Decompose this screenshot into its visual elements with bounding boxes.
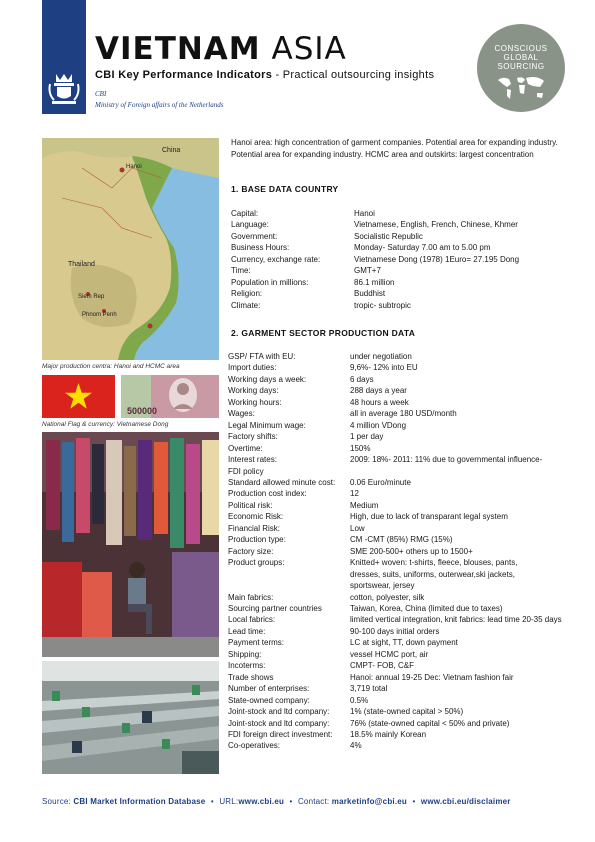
row-label: Working days a week: xyxy=(228,374,307,384)
row-value: 2009: 18%- 2011: 11% due to governmental influence- xyxy=(350,455,543,465)
intro-paragraph: Hanoi area: high concentration of garment companies. Potential area for expanding industry. Potential area for expanding industry. HCMC area and outskirts: largest concentration xyxy=(231,138,558,159)
row-value: cotton, polyester, silk xyxy=(350,592,425,602)
row-label: Joint-stock and ltd company: xyxy=(228,707,330,717)
row-label: Sourcing partner countries xyxy=(228,603,322,613)
table-row xyxy=(228,603,576,614)
footer-disclaimer-link[interactable]: www.cbi.eu/disclaimer xyxy=(420,797,511,806)
row-value: LC at sight, TT, down payment xyxy=(350,638,458,648)
flag-caption: National Flag & currency: Vietnamese Dong xyxy=(42,421,169,428)
row-label: Capital: xyxy=(231,209,259,218)
row-value: CMPT- FOB, C&F xyxy=(350,661,414,671)
textile-market-photo xyxy=(42,432,219,657)
row-value: Medium xyxy=(350,500,379,510)
table-row xyxy=(228,385,576,396)
world-map-icon xyxy=(495,74,547,102)
row-value: Vietnamese, English, French, Chinese, Khmer xyxy=(354,220,518,230)
table-row xyxy=(228,374,576,385)
row-label: Number of enterprises: xyxy=(228,684,310,694)
row-value: vessel HCMC port, air xyxy=(350,649,429,659)
dong-banknote-image xyxy=(121,375,219,418)
vietnam-map-image xyxy=(42,138,219,360)
map-label-hanoi: Hanoi xyxy=(126,164,142,170)
table-row xyxy=(228,672,576,683)
table-row xyxy=(228,569,576,580)
row-label: Co-operatives: xyxy=(228,741,281,751)
row-label: Working hours: xyxy=(228,397,282,407)
production-data-table xyxy=(228,351,576,752)
row-value: sportswear, jersey xyxy=(350,581,415,591)
table-row xyxy=(231,242,576,253)
row-label: FDI foreign direct investment: xyxy=(228,729,333,739)
map-label-phnom-penh: Phnom Penh xyxy=(82,312,117,318)
row-value: 0.06 Euro/minute xyxy=(350,477,411,487)
row-label: Trade shows xyxy=(228,672,274,682)
table-row xyxy=(228,740,576,751)
table-row xyxy=(228,649,576,660)
row-label: State-owned company: xyxy=(228,695,310,705)
row-value: Hanoi xyxy=(354,209,375,218)
row-value: Monday- Saturday 7.00 am to 5.00 pm xyxy=(354,243,491,253)
row-value: Vietnamese Dong (1978) 1Euro= 27.195 Dong xyxy=(354,254,520,264)
table-row xyxy=(231,277,576,288)
row-label: Standard allowed minute cost: xyxy=(228,477,336,487)
table-row xyxy=(228,534,576,545)
row-label: Main fabrics: xyxy=(228,592,274,602)
row-value: tropic- subtropic xyxy=(354,300,411,310)
row-value: 18.5% mainly Korean xyxy=(350,729,427,739)
row-label: Climate: xyxy=(231,300,261,310)
table-row xyxy=(228,466,576,477)
row-value: 150% xyxy=(350,443,371,453)
table-row xyxy=(228,420,576,431)
row-label: Government: xyxy=(231,231,278,241)
table-row xyxy=(231,265,576,276)
footer-contact-link[interactable]: marketinfo@cbi.eu xyxy=(331,797,407,806)
page-subtitle: CBI Key Performance Indicators - Practical outsourcing insights xyxy=(95,69,435,81)
table-row xyxy=(228,660,576,671)
map-label-siem-rep: Siem Rep xyxy=(78,294,105,300)
row-label: Product groups: xyxy=(228,558,285,568)
row-label: Time: xyxy=(231,266,251,276)
table-row xyxy=(228,614,576,625)
org-full: Ministry of Foreign affairs of the Netherlands xyxy=(95,101,224,109)
table-row xyxy=(228,488,576,499)
row-value: under negotiation xyxy=(350,352,412,361)
table-row xyxy=(228,500,576,511)
garment-factory-photo xyxy=(42,661,219,774)
row-value: 48 hours a week xyxy=(350,397,409,407)
row-label: FDI policy xyxy=(228,466,264,476)
row-label: Local fabrics: xyxy=(228,615,276,625)
row-label: Production cost index: xyxy=(228,489,307,499)
row-value: SME 200-500+ others up to 1500+ xyxy=(350,546,473,556)
row-value: CM -CMT (85%) RMG (15%) xyxy=(350,535,453,545)
table-row xyxy=(231,208,576,219)
row-label: Interest rates: xyxy=(228,455,277,465)
row-label: Population in millions: xyxy=(231,277,309,287)
row-value: 4% xyxy=(350,741,362,751)
section-base-data-title: 1. BASE DATA COUNTRY xyxy=(231,184,339,194)
footer-contact-label: Contact: xyxy=(297,797,332,806)
row-label: Currency, exchange rate: xyxy=(231,254,321,264)
row-value: all in average 180 USD/month xyxy=(350,409,457,419)
footer-url-link[interactable]: www.cbi.eu xyxy=(238,797,285,806)
map-caption: Major production centra: Hanoi and HCMC area xyxy=(42,363,180,370)
footer-url-label: URL: xyxy=(219,797,239,806)
base-data-table xyxy=(231,208,576,311)
table-row xyxy=(228,443,576,454)
row-label: Factory size: xyxy=(228,546,274,556)
table-row xyxy=(228,546,576,557)
row-value: 86.1 million xyxy=(354,277,395,287)
page-footer: Source: CBI Market Information Database • URL:www.cbi.eu • Contact: marketinfo@cbi.eu • www.cbi.eu/disclaimer xyxy=(42,797,511,806)
row-label: Economic Risk: xyxy=(228,512,284,522)
row-value: 6 days xyxy=(350,374,374,384)
row-label: Production type: xyxy=(228,535,286,545)
map-label-thailand: Thailand xyxy=(68,261,95,268)
row-label: Joint-stock and ltd company: xyxy=(228,718,330,728)
royal-crest-icon xyxy=(46,70,82,106)
row-label: Shipping: xyxy=(228,649,262,659)
row-value: 4 million VDong xyxy=(350,420,407,430)
row-value: 76% (state-owned capital < 50% and private) xyxy=(350,718,510,728)
row-label: Language: xyxy=(231,220,269,230)
row-value: Socialistic Republic xyxy=(354,231,423,241)
table-row xyxy=(228,477,576,488)
row-value: limited vertical integration, knit fabrics: lead time 20-35 days xyxy=(350,615,562,625)
row-value: 1% (state-owned capital > 50%) xyxy=(350,707,464,717)
org-short: CBI xyxy=(95,90,107,98)
banknote-value: 500000 xyxy=(127,406,158,416)
publisher-info xyxy=(95,89,223,111)
map-label-china: China xyxy=(162,147,181,154)
table-row xyxy=(228,729,576,740)
row-value: 288 days a year xyxy=(350,386,407,396)
table-row xyxy=(228,408,576,419)
conscious-global-sourcing-badge: CONSCIOUS GLOBAL SOURCING xyxy=(477,24,565,112)
table-row xyxy=(228,683,576,694)
table-row xyxy=(228,626,576,637)
row-label xyxy=(228,569,350,580)
footer-source-link[interactable]: CBI Market Information Database xyxy=(73,797,206,806)
row-label: Wages: xyxy=(228,409,255,419)
table-row xyxy=(228,362,576,373)
table-row xyxy=(228,397,576,408)
row-label: Political risk: xyxy=(228,500,273,510)
table-row xyxy=(228,637,576,648)
vietnam-flag-image xyxy=(42,375,115,418)
row-label xyxy=(228,580,350,591)
row-label: Business Hours: xyxy=(231,243,290,253)
row-label: Incoterms: xyxy=(228,661,266,671)
table-row xyxy=(228,431,576,442)
table-row xyxy=(231,254,576,265)
row-value: Low xyxy=(350,523,365,533)
table-row xyxy=(228,511,576,522)
row-value: High, due to lack of transparant legal system xyxy=(350,512,508,522)
ministry-logo-block xyxy=(42,0,86,114)
row-label: Payment terms: xyxy=(228,638,285,648)
row-value: dresses, suits, uniforms, outerwear,ski jackets, xyxy=(350,569,515,579)
row-value: Hanoi: annual 19-25 Dec: Vietnam fashion fair xyxy=(350,672,514,682)
table-row xyxy=(228,557,576,568)
row-label: Overtime: xyxy=(228,443,263,453)
table-row xyxy=(228,523,576,534)
row-label: Lead time: xyxy=(228,626,266,636)
row-value: 0.5% xyxy=(350,695,369,705)
table-row xyxy=(228,592,576,603)
table-row xyxy=(228,718,576,729)
row-value: 1 per day xyxy=(350,432,384,442)
table-row xyxy=(231,288,576,299)
row-label: Factory shifts: xyxy=(228,432,278,442)
table-row xyxy=(228,351,576,362)
row-value: 12 xyxy=(350,489,359,499)
row-label: Working days: xyxy=(228,386,279,396)
row-value: 3,719 total xyxy=(350,684,388,694)
page-title: VIETNAM ASIA xyxy=(95,31,347,67)
row-value: 9,6%- 12% into EU xyxy=(350,363,418,373)
row-value xyxy=(350,466,576,477)
table-row xyxy=(231,300,576,311)
table-row xyxy=(228,580,576,591)
row-label: Religion: xyxy=(231,289,263,299)
table-row xyxy=(231,231,576,242)
table-row xyxy=(228,706,576,717)
row-value: 90-100 days initial orders xyxy=(350,626,440,636)
row-value: Knitted+ woven: t-shirts, fleece, blouses, pants, xyxy=(350,558,518,568)
table-row xyxy=(228,454,576,465)
table-row xyxy=(231,219,576,230)
footer-source-label: Source: xyxy=(42,797,74,806)
row-label: Financial Risk: xyxy=(228,523,281,533)
row-label: GSP/ FTA with EU: xyxy=(228,352,296,361)
row-value: GMT+7 xyxy=(354,266,381,276)
table-row xyxy=(228,695,576,706)
row-value: Buddhist xyxy=(354,289,386,299)
row-label: Import duties: xyxy=(228,363,277,373)
star-icon xyxy=(42,375,115,418)
section-production-data-title: 2. GARMENT SECTOR PRODUCTION DATA xyxy=(231,328,416,338)
row-value: Taiwan, Korea, China (limited due to taxes) xyxy=(350,603,503,613)
row-label: Legal Minimum wage: xyxy=(228,420,306,430)
